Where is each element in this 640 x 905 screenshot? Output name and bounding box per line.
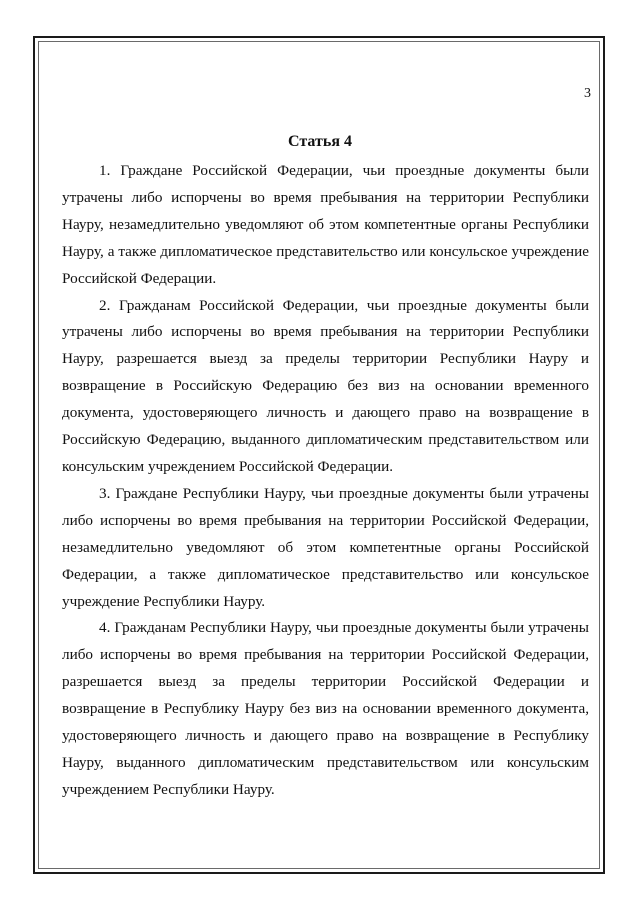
paragraph-4: 4. Гражданам Республики Науру, чьи проездные документы были утрачены либо испорчены во время пребывания на территории Российской Федерации, разрешается выезд за пределы территории Российской Федерации и возвращение в Республику Науру без виз на основании временного документа, удостоверяющего личность и дающего право на возвращение в Республику Науру, выданного дипломатическим представительством или консульским учреждением Республики Науру. (62, 619, 589, 798)
page-number: 3 (584, 86, 591, 101)
paragraph-3: 3. Граждане Республики Науру, чьи проездные документы были утрачены либо испорчены во время пребывания на территории Российской Федерации, незамедлительно уведомляют об этом компетентные органы Российской Федерации, а также дипломатическое представительство или консульское учреждение Республики Науру. (62, 484, 589, 610)
article-body (62, 158, 589, 804)
article-title: Статья 4 (288, 133, 352, 150)
paragraph-2: 2. Гражданам Российской Федерации, чьи проездные документы были утрачены либо испорчены во время пребывания на территории Республики Науру, разрешается выезд за пределы территории Республики Науру и возвращение в Российскую Федерацию без виз на основании временного документа, удостоверяющего личность и дающего право на возвращение в Российскую Федерацию, выданного дипломатическим представительством или консульским учреждением Российской Федерации. (62, 296, 589, 475)
paragraph-1: 1. Граждане Российской Федерации, чьи проездные документы были утрачены либо испорчены во время пребывания на территории Республики Науру, незамедлительно уведомляют об этом компетентные органы Республики Науру, а также дипломатическое представительство или консульское учреждение Российской Федерации. (62, 162, 589, 287)
